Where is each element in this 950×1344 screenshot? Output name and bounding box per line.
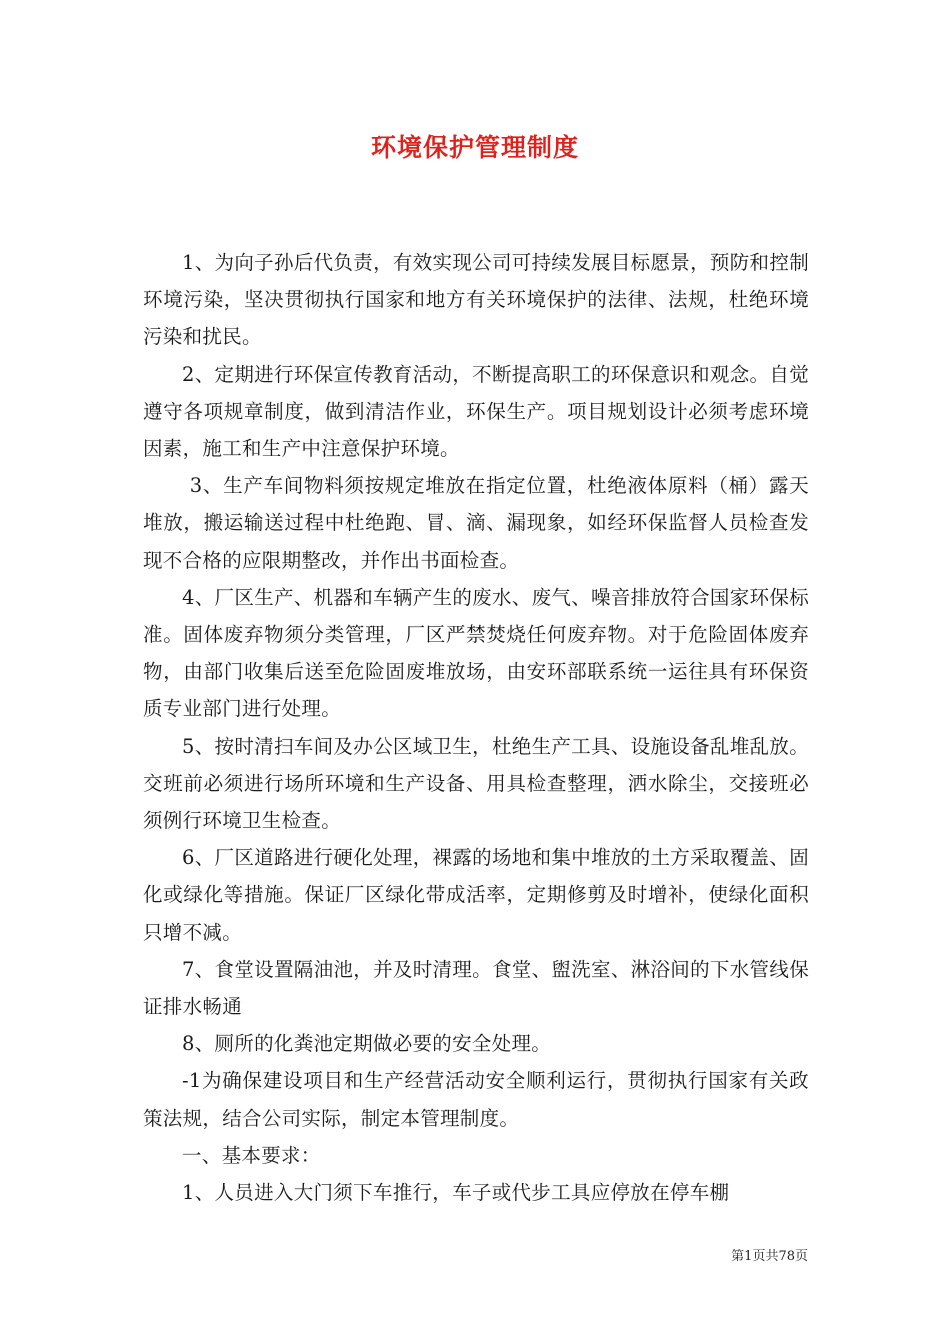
- paragraph-1: 1、为向子孙后代负责，有效实现公司可持续发展目标愿景，预防和控制环境污染，坚决贯彻执行国家和地方有关环境保护的法律、法规，杜绝环境污染和扰民。: [143, 251, 809, 349]
- paragraph-5: 5、按时清扫车间及办公区域卫生，杜绝生产工具、设施设备乱堆乱放。交班前必须进行场所环境和生产设备、用具检查整理，洒水除尘，交接班必须例行环境卫生检查。: [143, 734, 809, 833]
- paragraph-2: 2、定期进行环保宣传教育活动，不断提高职工的环保意识和观念。自觉遵守各项规章制度，做到清洁作业，环保生产。项目规划设计必须考虑环境因素，施工和生产中注意保护环境。: [143, 362, 809, 461]
- paragraph-6: 6、厂区道路进行硬化处理，裸露的场地和集中堆放的土方采取覆盖、固化或绿化等措施。保证厂区绿化带成活率，定期修剪及时增补，使绿化面积只增不减。: [143, 846, 809, 944]
- paragraph-10: 1、人员进入大门须下车推行，车子或代步工具应停放在停车棚: [182, 1181, 730, 1205]
- page-number: 第1页共78页: [731, 1249, 808, 1264]
- paragraph-3: 3、生产车间物料须按规定堆放在指定位置，杜绝液体原料（桶）露天堆放，搬运输送过程中杜绝跑、冒、滴、漏现象，如经环保监督人员检查发现不合格的应限期整改，并作出书面检查。: [143, 474, 809, 572]
- paragraph-8: 8、厕所的化粪池定期做必要的安全处理。: [182, 1032, 552, 1056]
- section-heading: 一、基本要求：: [182, 1143, 321, 1167]
- paragraph-7: 7、食堂设置隔油池，并及时清理。食堂、盥洗室、淋浴间的下水管线保证排水畅通: [143, 957, 809, 1019]
- paragraph-9: -1为确保建设项目和生产经营活动安全顺利运行，贯彻执行国家有关政策法规，结合公司实际，制定本管理制度。: [143, 1069, 809, 1130]
- document-title: 环境保护管理制度: [370, 133, 579, 162]
- document-body: [143, 244, 809, 1211]
- paragraph-4: 4、厂区生产、机器和车辆产生的废水、废气、噪音排放符合国家环保标准。固体废弃物须分类管理，厂区严禁焚烧任何废弃物。对于危险固体废弃物，由部门收集后送至危险固废堆放场，由安环部联系统一运往具有环保资质专业部门进行处理。: [143, 585, 809, 721]
